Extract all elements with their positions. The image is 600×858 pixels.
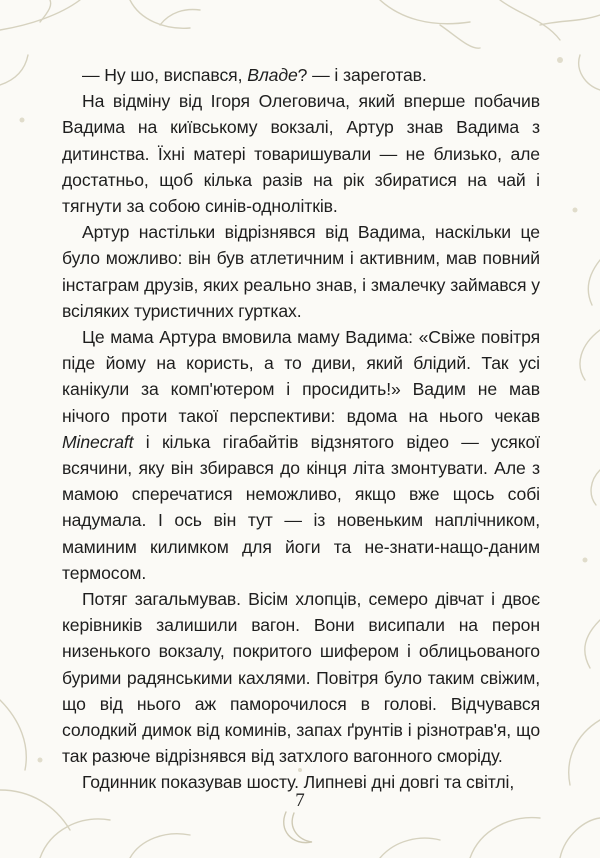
- page-number: 7: [295, 790, 305, 811]
- paragraph: [62, 324, 540, 586]
- paragraph: [62, 62, 540, 88]
- paragraph: [62, 586, 540, 769]
- italic-run: Minecraft: [62, 431, 134, 452]
- text-run: Потяг загальмував. Вісім хлопців, семеро дівчат і двоє керівників залишили вагон. Вони висипали на перон низенького вокзалу, покритого шифером і облицьованого бурими радянськими кахлями. Повітря було таким свіжим, що від нього аж паморочилося в голові. Відчувався солодкий димок від коминів, запах ґрунтів і різнотрав'я, що так разюче відрізнявся від затхлого вагонного сморіду.: [62, 589, 540, 767]
- text-run: ? — і зареготав.: [297, 65, 427, 85]
- text-run: На відміну від Ігоря Олеговича, який вперше побачив Вадима на київському вокзалі, Артур знав Вадима з дитинства. Їхні матері товаришували — не близько, але достатньо, щоб кілька разів на рік збиратися на чай і тягнути за собою синів-однолітків.: [62, 91, 540, 217]
- paragraph: [62, 219, 540, 324]
- paragraph: [62, 88, 540, 219]
- text-run: — Ну шо, виспався,: [82, 65, 248, 85]
- text-run: Артур настільки відрізнявся від Вадима, наскільки це було можливо: він був атлетичним і активним, мав повний інстаграм друзів, яких реально знав, і змалечку займався у всіляких туристичних гуртках.: [62, 222, 540, 321]
- text-run: Годинник показував шосту. Липневі дні довгі та світлі,: [82, 772, 515, 793]
- italic-run: Владе: [247, 65, 298, 85]
- body-text: [62, 62, 540, 796]
- text-run: і кілька гігабайтів відзнятого відео — усякої всячини, яку він збирався до кінця літа змонтувати. Але з мамою сперечатися неможливо, якщо вже щось собі надумала. І ось він тут — із новеньким наплічником, маминим килимком для йоги та не-знати-нащо-даним термосом.: [62, 431, 540, 583]
- text-run: Це мама Артура вмовила маму Вадима: «Свіже повітря піде йому на користь, а то диви, який блідий. Так усі канікули за комп'ютером і просидить!» Вадим не мав нічого проти такої перспективи: вдома на нього чекав: [62, 327, 540, 426]
